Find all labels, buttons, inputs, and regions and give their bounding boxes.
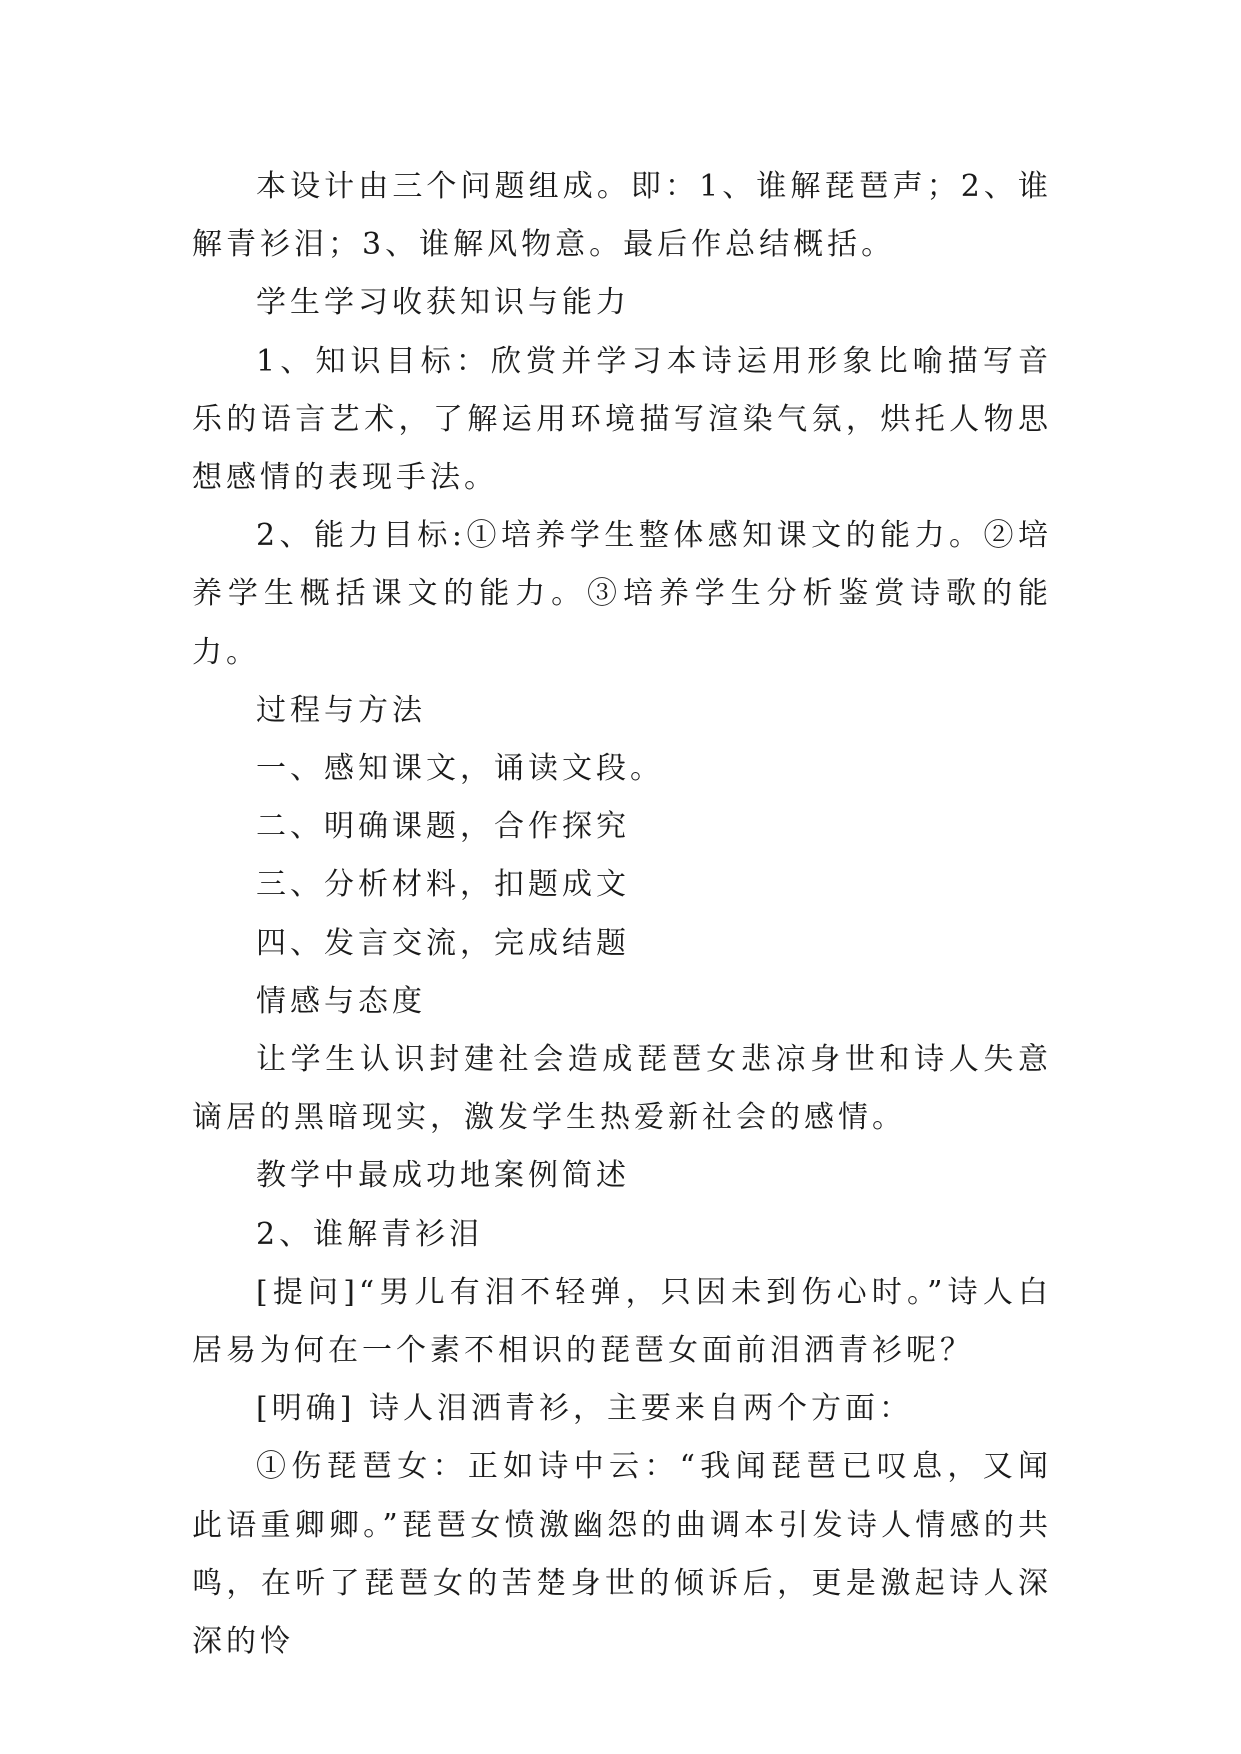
paragraph-ability-goal: 2、能力目标:①培养学生整体感知课文的能力。②培养学生概括课文的能力。③培养学生分析鉴赏诗歌的能力。 <box>192 518 1052 670</box>
paragraph-clarify: [明确] 诗人泪洒青衫，主要来自两个方面： <box>256 1391 913 1427</box>
paragraph-knowledge-goal: 1、知识目标：欣赏并学习本诗运用形象比喻描写音乐的语言艺术，了解运用环境描写渲染气氛，烘托人物思想感情的表现手法。 <box>192 343 1052 496</box>
list-item-step-3: 三、分析材料，扣题成文 <box>256 867 630 903</box>
subheading-case-2: 2、谁解青衫泪 <box>256 1216 484 1252</box>
paragraph-question: [提问]“男儿有泪不轻弹，只因未到伤心时。”诗人白居易为何在一个素不相识的琵琶女面前泪洒青衫呢？ <box>192 1274 1052 1369</box>
heading-emotion-attitude: 情感与态度 <box>256 983 426 1019</box>
heading-knowledge-ability: 学生学习收获知识与能力 <box>256 285 630 321</box>
heading-case-summary: 教学中最成功地案例简述 <box>256 1158 630 1194</box>
list-item-step-4: 四、发言交流，完成结题 <box>256 925 630 961</box>
paragraph-design-overview: 本设计由三个问题组成。即：1、谁解琵琶声；2、谁解青衫泪；3、谁解风物意。最后作总结概括。 <box>192 169 1052 263</box>
paragraph-emotion-goal: 让学生认识封建社会造成琵琶女悲凉身世和诗人失意谪居的黑暗现实，激发学生热爱新社会的感情。 <box>192 1042 1052 1136</box>
heading-process-method: 过程与方法 <box>256 692 426 728</box>
document-body <box>192 158 1052 1671</box>
paragraph-point-1: ①伤琵琶女：正如诗中云：“我闻琵琶已叹息，又闻此语重卿卿。”琵琶女愤激幽怨的曲调本引发诗人情感的共鸣，在听了琵琶女的苦楚身世的倾诉后，更是激起诗人深深的怜 <box>192 1449 1052 1660</box>
list-item-step-2: 二、明确课题，合作探究 <box>256 809 630 845</box>
list-item-step-1: 一、感知课文，诵读文段。 <box>256 751 664 787</box>
